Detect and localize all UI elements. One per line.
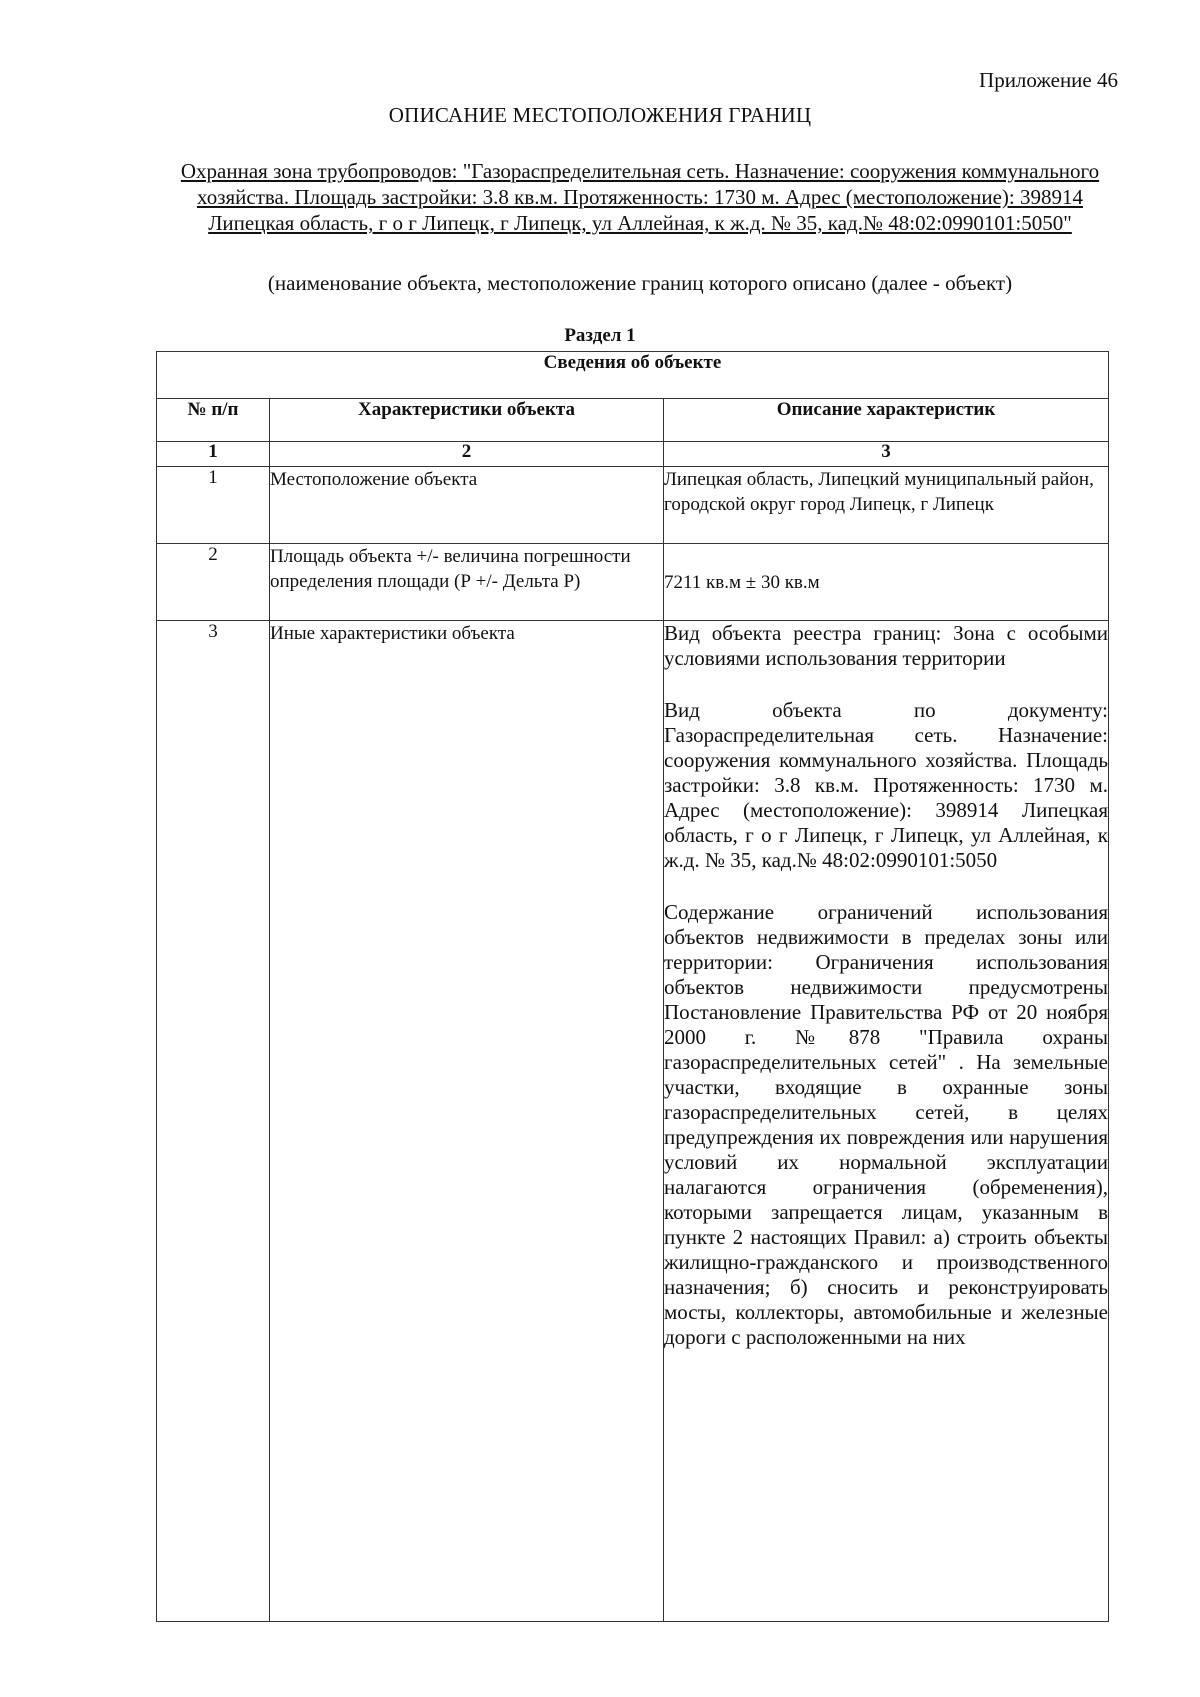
description-paragraph: Вид объекта реестра границ: Зона с особыми условиями использования территории <box>664 621 1108 670</box>
column-number-1: 1 <box>157 442 270 467</box>
row-characteristic: Местоположение объекта <box>270 467 664 544</box>
appendix-label: Приложение 46 <box>979 68 1118 92</box>
column-header-number: № п/п <box>157 399 270 442</box>
row-characteristic: Площадь объекта +/- величина погрешности определения площади (Р +/- Дельта Р) <box>270 544 664 621</box>
object-info-table <box>156 351 1109 1622</box>
row-description: Липецкая область, Липецкий муниципальный район, городской округ город Липецк, г Липецк <box>664 467 1109 544</box>
row-number: 1 <box>157 467 270 544</box>
description-paragraph: Вид объекта по документу: Газораспределительная сеть. Назначение: сооружения коммунального хозяйства. Площадь застройки: 3.8 кв.м. Протяженность: 1730 м. Адрес (местоположение): 398914 Липецкая область, г о г Липецк, г Липецк, ул Аллейная, к ж.д. № 35, кад.№ 48:02:0990101:5050 <box>664 698 1108 872</box>
row-number: 2 <box>157 544 270 621</box>
object-note: (наименование объекта, местоположение границ которого описано (далее - объект) <box>267 271 1013 295</box>
column-header-description: Описание характеристик <box>664 399 1109 442</box>
table-row <box>157 621 1109 1622</box>
row-number: 3 <box>157 621 270 1622</box>
document-title: ОПИСАНИЕ МЕСТОПОЛОЖЕНИЯ ГРАНИЦ <box>388 103 812 127</box>
table-row <box>157 544 1109 621</box>
row-description: 7211 кв.м ± 30 кв.м <box>664 544 1109 621</box>
description-paragraph: Содержание ограничений использования объектов недвижимости в пределах зоны или территории: Ограничения использования объектов недвижимости предусмотрены Постановление Правительства РФ от 20 ноября 2000 г. №878 "Правила охраны газораспределительных сетей" . На земельные участки, входящие в охранные зоны газораспределительных сетей, в целях предупреждения их повреждения или нарушения условий их нормальной эксплуатации налагаются ограничения (обременения), которыми запрещается лицам, указанным в пункте 2 настоящих Правил: а) строить объекты жилищно-гражданского и производственного назначения; б) сносить и реконструировать мосты, коллекторы, автомобильные и железные дороги с расположенными на них <box>664 900 1108 1349</box>
row-characteristic: Иные характеристики объекта <box>270 621 664 1622</box>
table-row <box>157 467 1109 544</box>
column-number-2: 2 <box>270 442 664 467</box>
row-description <box>664 621 1109 1622</box>
column-number-row <box>157 442 1109 467</box>
object-description: Охранная зона трубопроводов: "Газораспределительная сеть. Назначение: сооружения коммунального хозяйства. Площадь застройки: 3.8 кв.м. Протяженность: 1730 м. Адрес (местоположение): 398914 Липецкая область, г о г Липецк, г Липецк, ул Аллейная, к ж.д. № 35, кад.№ 48:02:0990101:5050" <box>180 159 1100 235</box>
section-title: Раздел 1 <box>564 325 636 346</box>
column-header-characteristic: Характеристики объекта <box>270 399 664 442</box>
table-title: Сведения об объекте <box>157 352 1109 399</box>
table-title-row <box>157 352 1109 399</box>
column-number-3: 3 <box>664 442 1109 467</box>
column-header-row <box>157 399 1109 442</box>
